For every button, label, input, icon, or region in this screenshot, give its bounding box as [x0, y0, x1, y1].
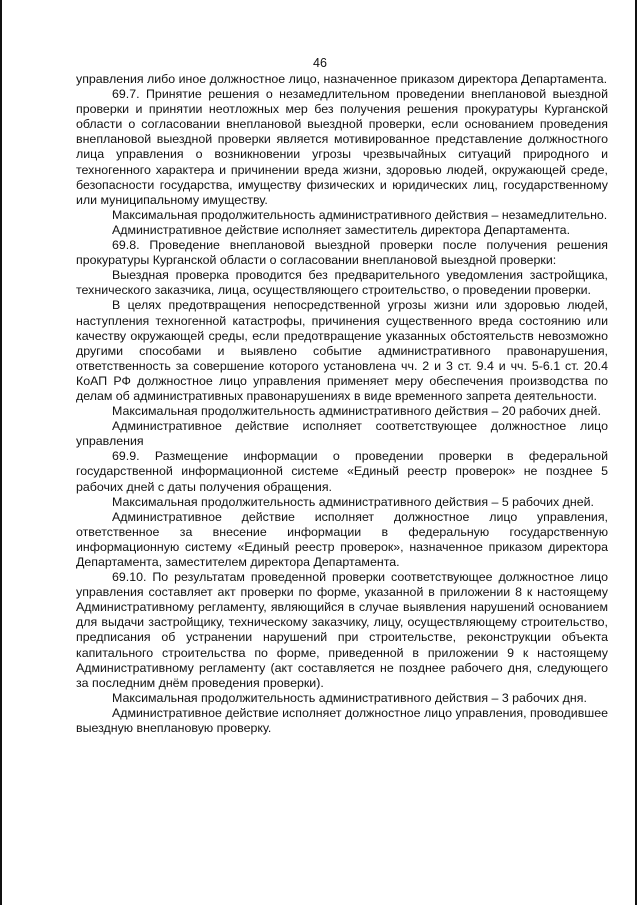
document-body [76, 72, 608, 736]
paragraph-max-duration-3-days: Максимальная продолжительность административного действия – 3 рабочих дня. [112, 690, 587, 705]
paragraph-69-10: 69.10. По результатам проведенной проверки соответствующее должностное лицо управления составляет акт проверки по форме, указанной в приложении 8 к настоящему Административному регламенту, являющийся в случае выявления нарушений основанием для выдачи застройщику, техническому заказчику, лицу, осуществляющему строительство, предписания об устранении нарушений при строительстве, реконструкции объекта капитального строительства по форме, приведенной в приложении 9 к настоящему Административному регламенту (акт составляется не позднее рабочего дня, следующего за последним днём проведения проверки). [76, 570, 608, 690]
paragraph-executor-registry-official: Административное действие исполняет должностное лицо управления, ответственное за внесение информации в федеральную государственную информационную систему «Единый реестр проверок», назначенное приказом директора Департамента, заместителем директора Департамента. [76, 509, 608, 569]
paragraph-inspection-without-notice: Выездная проверка проводится без предварительного уведомления застройщика, технического заказчика, лица, осуществляющего строительство, о проведении проверки. [76, 268, 608, 298]
paragraph-temporary-ban: В целях предотвращения непосредственной угрозы жизни или здоровью людей, наступления техногенной катастрофы, причинения существенного вреда состоянию или качеству окружающей среды, если предотвращение указанных обстоятельств невозможно другими способами и выявлено событие административного правонарушения, ответственность за совершение которого установлена чч. 2 и 3 ст. 9.4 и чч. 5-6.1 ст. 20.4 КоАП РФ должностное лицо управления применяет меру обеспечения производства по делам об административных правонарушениях в виде временного запрета деятельности. [76, 298, 608, 403]
paragraph-69-7: 69.7. Принятие решения о незамедлительном проведении внеплановой выездной проверки и принятии неотложных мер без получения решения прокуратуры Курганской области о согласовании внеплановой выездной проверки, если основанием проведения внеплановой выездной проверки является мотивированное представление должностного лица управления о возникновении угрозы чрезвычайных ситуаций природного и техногенного характера и причинении вреда жизни, здоровью людей, окружающей среде, безопасности государства, имуществу физических и юридических лиц, государственному или муниципальному имуществу. [76, 87, 608, 207]
paragraph-continuation: управления либо иное должностное лицо, назначенное приказом директора Департамента. [76, 72, 608, 86]
paragraph-executor-deputy-director: Административное действие исполняет заместитель директора Департамента. [112, 222, 571, 237]
paragraph-69-9: 69.9. Размещение информации о проведении проверки в федеральной государственной информационной системе «Единый реестр проверок» не позднее 5 рабочих дней с даты получения обращения. [76, 449, 608, 494]
paragraph-executor-official: Административное действие исполняет соответствующее должностное лицо управления [76, 419, 608, 449]
paragraph-max-duration-5-days: Максимальная продолжительность административного действия – 5 рабочих дней. [112, 494, 594, 509]
paragraph-69-8: 69.8. Проведение внеплановой выездной проверки после получения решения прокуратуры Курганской области о согласовании внеплановой выездной проверки: [76, 238, 608, 268]
paragraph-max-duration-20-days: Максимальная продолжительность административного действия – 20 рабочих дней. [112, 404, 601, 419]
paragraph-max-duration-immediate: Максимальная продолжительность административного действия – незамедлительно. [112, 207, 608, 222]
scan-border-right [635, 0, 637, 905]
paragraph-executor-inspector: Административное действие исполняет должностное лицо управления, проводившее выездную внеплановую проверку. [76, 705, 608, 736]
scan-border-left [0, 0, 2, 905]
page-number: 46 [313, 56, 327, 70]
